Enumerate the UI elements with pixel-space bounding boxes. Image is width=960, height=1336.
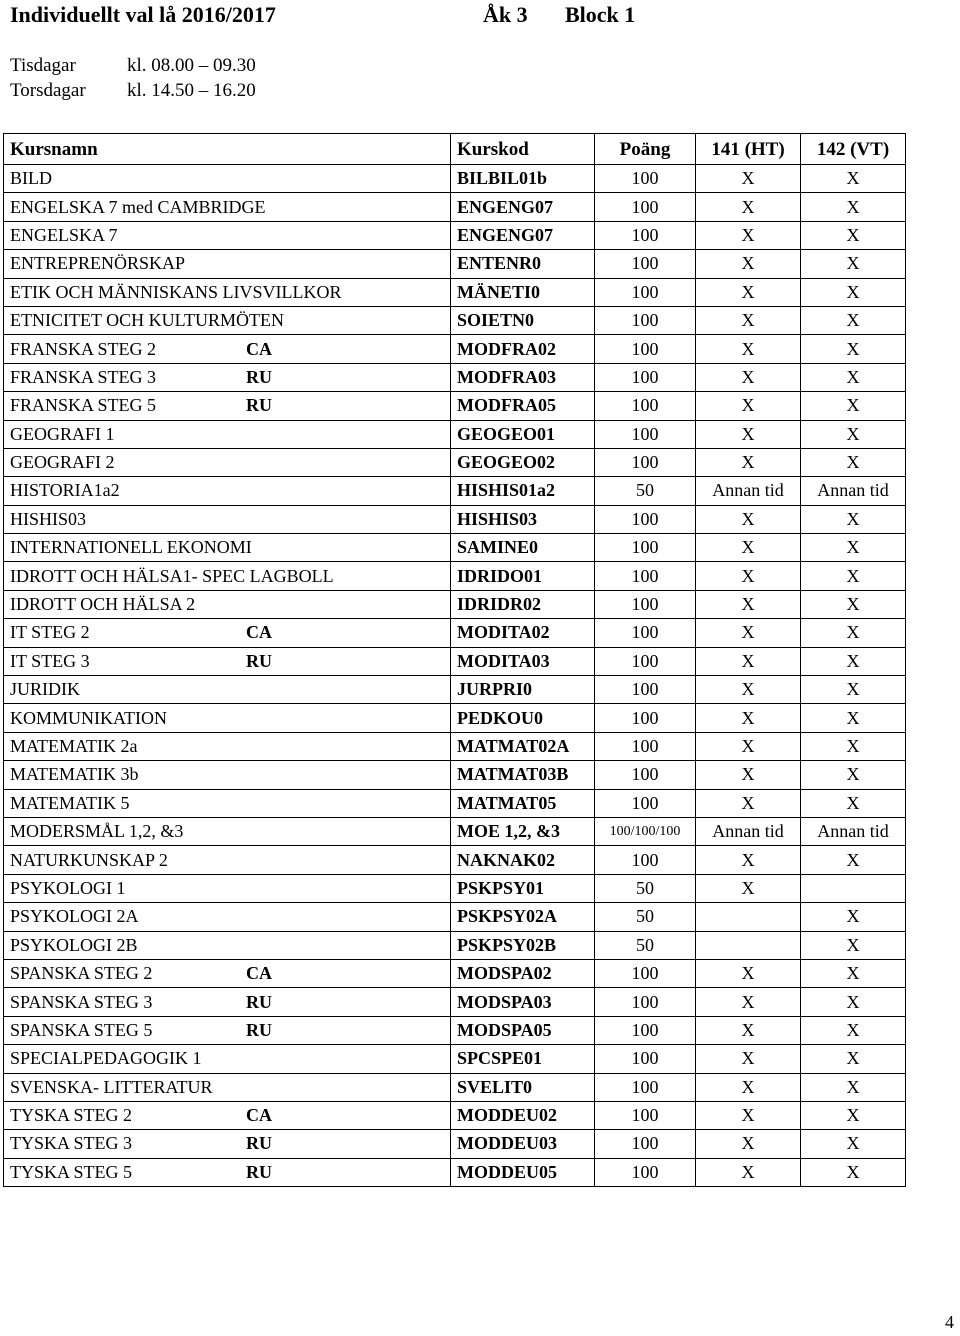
course-name: TYSKA STEG 5 bbox=[10, 1161, 133, 1182]
course-points: 100 bbox=[595, 988, 696, 1016]
course-ht: X bbox=[696, 761, 801, 789]
course-vt: X bbox=[801, 676, 906, 704]
course-flag: RU bbox=[246, 650, 272, 671]
course-name: ENGELSKA 7 bbox=[10, 224, 118, 245]
table-row bbox=[4, 1158, 906, 1186]
course-vt: X bbox=[801, 1158, 906, 1186]
course-name: HISHIS03 bbox=[10, 508, 87, 529]
table-row bbox=[4, 959, 906, 987]
course-flag: RU bbox=[246, 991, 272, 1012]
course-flag: RU bbox=[246, 366, 272, 387]
table-row bbox=[4, 732, 906, 760]
course-points: 100/100/100 bbox=[595, 817, 696, 845]
course-vt: X bbox=[801, 732, 906, 760]
course-ht: X bbox=[696, 363, 801, 391]
course-points: 100 bbox=[595, 278, 696, 306]
header-course-code: Kurskod bbox=[451, 134, 595, 165]
course-name: MATEMATIK 2a bbox=[10, 736, 138, 756]
course-points: 100 bbox=[595, 761, 696, 789]
course-name: INTERNATIONELL EKONOMI bbox=[10, 537, 252, 558]
course-vt: X bbox=[801, 505, 906, 533]
course-flag: RU bbox=[246, 1161, 272, 1182]
course-vt: X bbox=[801, 761, 906, 789]
course-name-cell bbox=[4, 1130, 451, 1158]
course-vt: X bbox=[801, 789, 906, 817]
course-name: NATURKUNSKAP 2 bbox=[10, 849, 168, 870]
header-ht: 141 (HT) bbox=[696, 134, 801, 165]
table-row bbox=[4, 193, 906, 221]
page-title bbox=[10, 0, 950, 30]
course-name-cell bbox=[4, 817, 451, 845]
course-vt: Annan tid bbox=[801, 477, 906, 505]
course-code: JURPRI0 bbox=[451, 676, 595, 704]
course-flag: CA bbox=[246, 622, 272, 643]
course-code: MODSPA05 bbox=[451, 1016, 595, 1044]
course-name: BILD bbox=[10, 168, 52, 189]
course-name-cell bbox=[4, 392, 451, 420]
course-vt: X bbox=[801, 1101, 906, 1129]
course-name-cell bbox=[4, 165, 451, 193]
schedule-time: kl. 14.50 – 16.20 bbox=[127, 80, 256, 101]
course-name-cell bbox=[4, 505, 451, 533]
course-code: PSKPSY02A bbox=[451, 903, 595, 931]
course-points: 100 bbox=[595, 676, 696, 704]
course-points: 100 bbox=[595, 1045, 696, 1073]
table-row bbox=[4, 590, 906, 618]
course-vt: X bbox=[801, 931, 906, 959]
course-points: 100 bbox=[595, 1158, 696, 1186]
course-name: MATEMATIK 5 bbox=[10, 792, 130, 813]
table-row bbox=[4, 761, 906, 789]
course-code: ENGENG07 bbox=[451, 221, 595, 249]
course-name: SPANSKA STEG 2 bbox=[10, 963, 153, 984]
course-code: MODFRA03 bbox=[451, 363, 595, 391]
schedule-day: Tisdagar bbox=[10, 55, 76, 76]
course-points: 100 bbox=[595, 193, 696, 221]
table-row bbox=[4, 846, 906, 874]
course-vt: X bbox=[801, 1045, 906, 1073]
course-points: 50 bbox=[595, 477, 696, 505]
course-ht: X bbox=[696, 1158, 801, 1186]
course-code: PSKPSY01 bbox=[451, 874, 595, 902]
course-name-cell bbox=[4, 704, 451, 732]
course-name-cell bbox=[4, 846, 451, 874]
course-ht: X bbox=[696, 448, 801, 476]
course-points: 100 bbox=[595, 846, 696, 874]
course-name: TYSKA STEG 2 bbox=[10, 1105, 133, 1126]
course-name-cell bbox=[4, 590, 451, 618]
course-points: 100 bbox=[595, 448, 696, 476]
course-vt: X bbox=[801, 193, 906, 221]
course-vt: X bbox=[801, 1130, 906, 1158]
course-points: 100 bbox=[595, 704, 696, 732]
course-name-cell bbox=[4, 448, 451, 476]
course-vt: Annan tid bbox=[801, 817, 906, 845]
course-ht: X bbox=[696, 789, 801, 817]
course-table-body bbox=[4, 165, 906, 1187]
course-name-cell bbox=[4, 761, 451, 789]
course-name-cell bbox=[4, 988, 451, 1016]
table-row bbox=[4, 1016, 906, 1044]
table-row bbox=[4, 647, 906, 675]
course-points: 50 bbox=[595, 931, 696, 959]
course-ht: X bbox=[696, 335, 801, 363]
table-row bbox=[4, 534, 906, 562]
course-name: SVENSKA- LITTERATUR bbox=[10, 1076, 213, 1097]
course-code: MATMAT03B bbox=[451, 761, 595, 789]
course-name-cell bbox=[4, 1016, 451, 1044]
year-label: Åk 3 bbox=[483, 2, 528, 27]
course-name-cell bbox=[4, 676, 451, 704]
course-vt: X bbox=[801, 562, 906, 590]
course-name: IT STEG 3 bbox=[10, 650, 90, 671]
course-points: 100 bbox=[595, 562, 696, 590]
course-flag: CA bbox=[246, 1105, 272, 1126]
course-points: 100 bbox=[595, 647, 696, 675]
course-name-cell bbox=[4, 874, 451, 902]
course-ht: X bbox=[696, 562, 801, 590]
table-row bbox=[4, 335, 906, 363]
course-vt: X bbox=[801, 363, 906, 391]
course-points: 100 bbox=[595, 732, 696, 760]
course-name-cell bbox=[4, 1073, 451, 1101]
course-points: 100 bbox=[595, 534, 696, 562]
course-code: GEOGEO01 bbox=[451, 420, 595, 448]
course-flag: RU bbox=[246, 1019, 272, 1040]
course-name: PSYKOLOGI 2A bbox=[10, 906, 139, 927]
course-ht: X bbox=[696, 874, 801, 902]
course-code: MODFRA02 bbox=[451, 335, 595, 363]
course-vt: X bbox=[801, 448, 906, 476]
course-vt: X bbox=[801, 647, 906, 675]
course-name-cell bbox=[4, 959, 451, 987]
course-ht: X bbox=[696, 278, 801, 306]
course-name: JURIDIK bbox=[10, 679, 80, 700]
table-row bbox=[4, 1045, 906, 1073]
course-ht: X bbox=[696, 959, 801, 987]
course-ht: X bbox=[696, 420, 801, 448]
course-flag: CA bbox=[246, 338, 272, 359]
course-ht: X bbox=[696, 1130, 801, 1158]
course-code: MODDEU05 bbox=[451, 1158, 595, 1186]
course-code: MODDEU02 bbox=[451, 1101, 595, 1129]
table-row bbox=[4, 221, 906, 249]
course-vt: X bbox=[801, 534, 906, 562]
course-name-cell bbox=[4, 335, 451, 363]
course-ht: X bbox=[696, 193, 801, 221]
course-code: PSKPSY02B bbox=[451, 931, 595, 959]
course-points: 100 bbox=[595, 789, 696, 817]
course-name-cell bbox=[4, 534, 451, 562]
table-row bbox=[4, 1130, 906, 1158]
course-code: MATMAT02A bbox=[451, 732, 595, 760]
table-row bbox=[4, 505, 906, 533]
course-ht: X bbox=[696, 221, 801, 249]
course-code: MÄNETI0 bbox=[451, 278, 595, 306]
course-vt: X bbox=[801, 903, 906, 931]
table-row bbox=[4, 874, 906, 902]
course-code: SAMINE0 bbox=[451, 534, 595, 562]
course-points: 100 bbox=[595, 1073, 696, 1101]
course-code: MATMAT05 bbox=[451, 789, 595, 817]
course-vt: X bbox=[801, 846, 906, 874]
course-name-cell bbox=[4, 193, 451, 221]
course-points: 100 bbox=[595, 505, 696, 533]
course-code: MODDEU03 bbox=[451, 1130, 595, 1158]
course-name: FRANSKA STEG 3 bbox=[10, 366, 157, 387]
course-code: HISHIS03 bbox=[451, 505, 595, 533]
course-code: MODFRA05 bbox=[451, 392, 595, 420]
course-name: HISTORIA1a2 bbox=[10, 480, 120, 501]
course-code: ENTENR0 bbox=[451, 250, 595, 278]
course-vt bbox=[801, 874, 906, 902]
course-ht: X bbox=[696, 1101, 801, 1129]
course-code: MODITA02 bbox=[451, 619, 595, 647]
course-points: 100 bbox=[595, 335, 696, 363]
course-code: SOIETN0 bbox=[451, 306, 595, 334]
course-points: 100 bbox=[595, 1130, 696, 1158]
course-code: MODSPA02 bbox=[451, 959, 595, 987]
course-name: GEOGRAFI 1 bbox=[10, 423, 115, 444]
schedule-day: Torsdagar bbox=[10, 80, 86, 101]
table-row bbox=[4, 562, 906, 590]
course-ht: X bbox=[696, 250, 801, 278]
course-flag: RU bbox=[246, 1133, 272, 1154]
table-row bbox=[4, 306, 906, 334]
course-name-cell bbox=[4, 306, 451, 334]
course-name-cell bbox=[4, 931, 451, 959]
table-row bbox=[4, 363, 906, 391]
course-code: SPCSPE01 bbox=[451, 1045, 595, 1073]
course-name: MATEMATIK 3b bbox=[10, 764, 139, 785]
header-vt: 142 (VT) bbox=[801, 134, 906, 165]
table-row bbox=[4, 250, 906, 278]
course-vt: X bbox=[801, 959, 906, 987]
course-code: IDRIDO01 bbox=[451, 562, 595, 590]
course-name: ENTREPRENÖRSKAP bbox=[10, 253, 186, 274]
course-name: ETIK OCH MÄNNISKANS LIVSVILLKOR bbox=[10, 281, 342, 302]
table-row bbox=[4, 420, 906, 448]
table-row bbox=[4, 619, 906, 647]
table-row bbox=[4, 704, 906, 732]
course-name-cell bbox=[4, 562, 451, 590]
course-code: HISHIS01a2 bbox=[451, 477, 595, 505]
course-name-cell bbox=[4, 1158, 451, 1186]
course-points: 100 bbox=[595, 250, 696, 278]
header-points: Poäng bbox=[595, 134, 696, 165]
course-name: PSYKOLOGI 2B bbox=[10, 934, 138, 955]
course-name-cell bbox=[4, 789, 451, 817]
course-points: 100 bbox=[595, 306, 696, 334]
course-points: 100 bbox=[595, 1101, 696, 1129]
course-code: IDRIDR02 bbox=[451, 590, 595, 618]
course-name: MODERSMÅL 1,2, &3 bbox=[10, 821, 184, 842]
course-name-cell bbox=[4, 221, 451, 249]
course-points: 100 bbox=[595, 392, 696, 420]
course-points: 100 bbox=[595, 221, 696, 249]
course-flag: CA bbox=[246, 963, 272, 984]
course-name: IDROTT OCH HÄLSA 2 bbox=[10, 594, 196, 615]
course-name: SPANSKA STEG 3 bbox=[10, 991, 153, 1012]
course-points: 50 bbox=[595, 903, 696, 931]
block-label: Block 1 bbox=[565, 2, 636, 27]
course-points: 100 bbox=[595, 363, 696, 391]
table-row bbox=[4, 817, 906, 845]
course-ht: X bbox=[696, 590, 801, 618]
course-name: FRANSKA STEG 2 bbox=[10, 338, 157, 359]
course-ht: Annan tid bbox=[696, 477, 801, 505]
course-code: MODSPA03 bbox=[451, 988, 595, 1016]
table-row bbox=[4, 477, 906, 505]
schedule-time: kl. 08.00 – 09.30 bbox=[127, 55, 256, 76]
table-row bbox=[4, 789, 906, 817]
course-name-cell bbox=[4, 647, 451, 675]
course-vt: X bbox=[801, 420, 906, 448]
course-name: PSYKOLOGI 1 bbox=[10, 877, 126, 898]
course-points: 100 bbox=[595, 420, 696, 448]
course-name: IDROTT OCH HÄLSA1- SPEC LAGBOLL bbox=[10, 565, 334, 586]
table-row bbox=[4, 931, 906, 959]
course-table bbox=[3, 133, 906, 1187]
course-name-cell bbox=[4, 1045, 451, 1073]
course-vt: X bbox=[801, 590, 906, 618]
course-code: PEDKOU0 bbox=[451, 704, 595, 732]
table-row bbox=[4, 903, 906, 931]
table-row bbox=[4, 1101, 906, 1129]
course-code: BILBIL01b bbox=[451, 165, 595, 193]
header-course-name: Kursnamn bbox=[4, 134, 451, 165]
course-code: MOE 1,2, &3 bbox=[451, 817, 595, 845]
course-name: SPECIALPEDAGOGIK 1 bbox=[10, 1048, 202, 1069]
course-code: NAKNAK02 bbox=[451, 846, 595, 874]
course-vt: X bbox=[801, 221, 906, 249]
course-code: SVELIT0 bbox=[451, 1073, 595, 1101]
course-name: SPANSKA STEG 5 bbox=[10, 1019, 153, 1040]
course-name-cell bbox=[4, 477, 451, 505]
course-points: 100 bbox=[595, 1016, 696, 1044]
course-vt: X bbox=[801, 392, 906, 420]
course-ht bbox=[696, 931, 801, 959]
course-vt: X bbox=[801, 306, 906, 334]
table-row bbox=[4, 1073, 906, 1101]
course-ht: X bbox=[696, 306, 801, 334]
course-name: KOMMUNIKATION bbox=[10, 707, 167, 728]
course-name-cell bbox=[4, 250, 451, 278]
page-number: 4 bbox=[945, 1312, 954, 1332]
course-name-cell bbox=[4, 903, 451, 931]
course-name-cell bbox=[4, 278, 451, 306]
table-row bbox=[4, 165, 906, 193]
course-name: FRANSKA STEG 5 bbox=[10, 395, 157, 416]
course-ht: X bbox=[696, 704, 801, 732]
table-row bbox=[4, 676, 906, 704]
course-vt: X bbox=[801, 165, 906, 193]
course-points: 100 bbox=[595, 959, 696, 987]
table-header-row bbox=[4, 134, 906, 165]
course-name-cell bbox=[4, 420, 451, 448]
course-name: ENGELSKA 7 med CAMBRIDGE bbox=[10, 196, 266, 217]
course-points: 100 bbox=[595, 165, 696, 193]
table-row bbox=[4, 392, 906, 420]
course-code: ENGENG07 bbox=[451, 193, 595, 221]
course-name: TYSKA STEG 3 bbox=[10, 1133, 133, 1154]
course-points: 100 bbox=[595, 619, 696, 647]
course-name-cell bbox=[4, 363, 451, 391]
course-ht: X bbox=[696, 647, 801, 675]
course-ht: X bbox=[696, 1016, 801, 1044]
course-ht: X bbox=[696, 676, 801, 704]
course-points: 100 bbox=[595, 590, 696, 618]
course-vt: X bbox=[801, 1073, 906, 1101]
course-ht: X bbox=[696, 165, 801, 193]
course-vt: X bbox=[801, 619, 906, 647]
course-ht: X bbox=[696, 1045, 801, 1073]
course-points: 50 bbox=[595, 874, 696, 902]
course-vt: X bbox=[801, 278, 906, 306]
course-ht: X bbox=[696, 534, 801, 562]
course-ht bbox=[696, 903, 801, 931]
course-flag: RU bbox=[246, 395, 272, 416]
course-ht: X bbox=[696, 505, 801, 533]
course-code: GEOGEO02 bbox=[451, 448, 595, 476]
course-ht: X bbox=[696, 619, 801, 647]
course-vt: X bbox=[801, 988, 906, 1016]
course-vt: X bbox=[801, 1016, 906, 1044]
table-row bbox=[4, 988, 906, 1016]
course-name: GEOGRAFI 2 bbox=[10, 452, 115, 473]
course-name: IT STEG 2 bbox=[10, 622, 90, 643]
course-ht: Annan tid bbox=[696, 817, 801, 845]
course-vt: X bbox=[801, 335, 906, 363]
course-name: ETNICITET OCH KULTURMÖTEN bbox=[10, 310, 284, 331]
course-code: MODITA03 bbox=[451, 647, 595, 675]
course-name-cell bbox=[4, 1101, 451, 1129]
table-row bbox=[4, 278, 906, 306]
course-vt: X bbox=[801, 704, 906, 732]
title-text: Individuellt val lå 2016/2017 bbox=[10, 2, 276, 27]
table-row bbox=[4, 448, 906, 476]
course-name-cell bbox=[4, 619, 451, 647]
course-ht: X bbox=[696, 392, 801, 420]
course-ht: X bbox=[696, 988, 801, 1016]
course-ht: X bbox=[696, 846, 801, 874]
course-name-cell bbox=[4, 732, 451, 760]
course-ht: X bbox=[696, 1073, 801, 1101]
course-ht: X bbox=[696, 732, 801, 760]
course-vt: X bbox=[801, 250, 906, 278]
